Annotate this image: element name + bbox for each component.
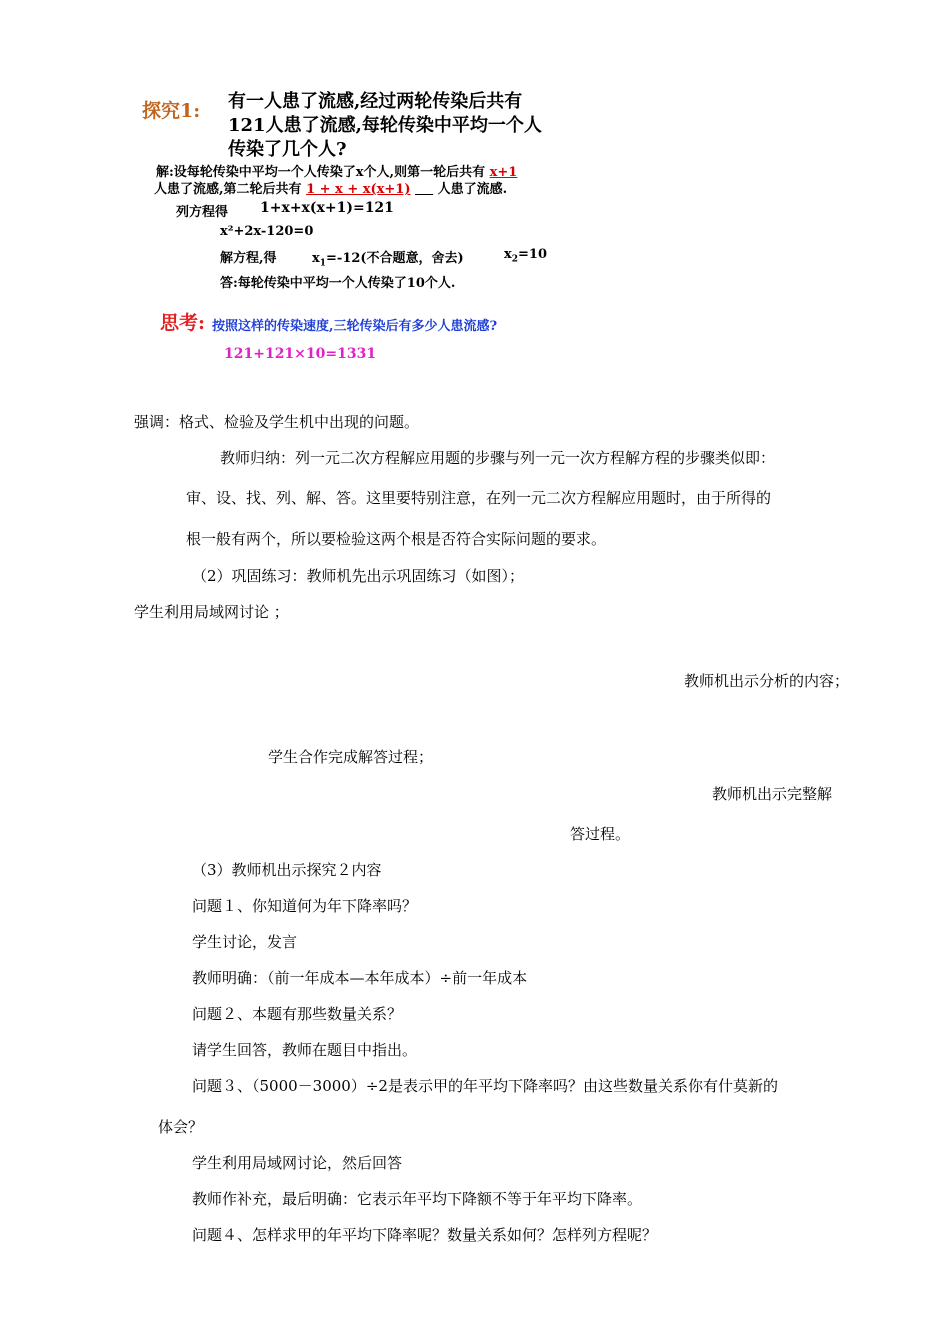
paragraph-explore-2: （3）教师机出示探究２内容 (192, 861, 382, 879)
paragraph-summary: 教师归纳：列一元二次方程解应用题的步骤与列一元一次方程解方程的步骤类似即： (220, 449, 776, 467)
paragraph-cooperate: 学生合作完成解答过程； (268, 748, 434, 766)
paragraph-discussion: 学生利用局域网讨论 ； (134, 603, 289, 621)
explore-label: 探究1: (142, 100, 201, 122)
root-2: $x_2=10$ (504, 247, 548, 265)
problem-line-1: 有一人患了流感,经过两轮传染后共有 (228, 91, 523, 112)
solution-line-2 (154, 178, 507, 197)
equation-label: 列方程得 (176, 205, 229, 220)
think-question: 按照这样的传染速度,三轮传染后有多少人患流感? (212, 319, 498, 334)
question-3-cont: 体会？ (158, 1118, 204, 1136)
question-2: 问题２、本题有那些数量关系？ (192, 1005, 403, 1023)
paragraph-complete-2: 答过程。 (570, 825, 631, 843)
solve-label: 解方程,得 (220, 251, 277, 266)
paragraph-analysis: 教师机出示分析的内容； (684, 672, 850, 690)
paragraph-answer: 请学生回答，教师在题目中指出。 (192, 1041, 418, 1059)
paragraph-lan-discuss: 学生利用局域网讨论，然后回答 (192, 1154, 403, 1172)
root-1: $x_1=-12$(不合题意，舍去) (312, 251, 464, 269)
equation: 1+x+x(x+1)=121 (260, 200, 394, 216)
quadratic-equation: x²+2x-120=0 (220, 224, 314, 239)
think-label: 思考: (160, 312, 206, 334)
paragraph-teacher-supplement: 教师作补充，最后明确：它表示年平均下降额不等于年平均下降率。 (192, 1190, 643, 1208)
question-4: 问题４、怎样求甲的年平均下降率呢？数量关系如何？怎样列方程呢？ (192, 1226, 658, 1244)
question-1: 问题１、你知道何为年下降率吗？ (192, 897, 418, 915)
paragraph-practice: （2）巩固练习：教师机先出示巩固练习（如图）； (192, 567, 525, 585)
paragraph-roots: 根一般有两个，所以要检验这两个根是否符合实际问题的要求。 (186, 530, 607, 548)
paragraph-teacher-define: 教师明确：（前一年成本—本年成本）÷前一年成本 (192, 969, 528, 987)
problem-line-3: 传染了几个人? (228, 139, 347, 160)
paragraph-student-talk: 学生讨论，发言 (192, 933, 298, 951)
think-answer: 121+121×10=1331 (224, 346, 377, 362)
paragraph-steps: 审、设、找、列、解、答。这里要特别注意，在列一元二次方程解应用题时，由于所得的 (186, 489, 772, 507)
paragraph-complete-1: 教师机出示完整解 (712, 785, 833, 803)
fill-blank-1: x+1 (489, 165, 518, 180)
solution-prefix: 解:设每轮传染中平均一个人传染了x个人,则第一轮后共有 (156, 165, 486, 180)
solution-mid: 人患了流感,第二轮后共有 (154, 182, 302, 197)
problem-line-2: 121人患了流感,每轮传染中平均一个人 (228, 115, 542, 136)
answer-line: 答:每轮传染中平均一个人传染了10个人. (220, 276, 456, 291)
paragraph-emphasis: 强调：格式、检验及学生机中出现的问题。 (134, 413, 420, 431)
fill-blank-2: 1 + x + x(x+1) (306, 182, 411, 197)
question-3: 问题３、（5000－3000）÷2是表示甲的年平均下降率吗？由这些数量关系你有什莫新的 (192, 1077, 778, 1095)
solution-suffix: 人患了流感. (437, 182, 508, 197)
